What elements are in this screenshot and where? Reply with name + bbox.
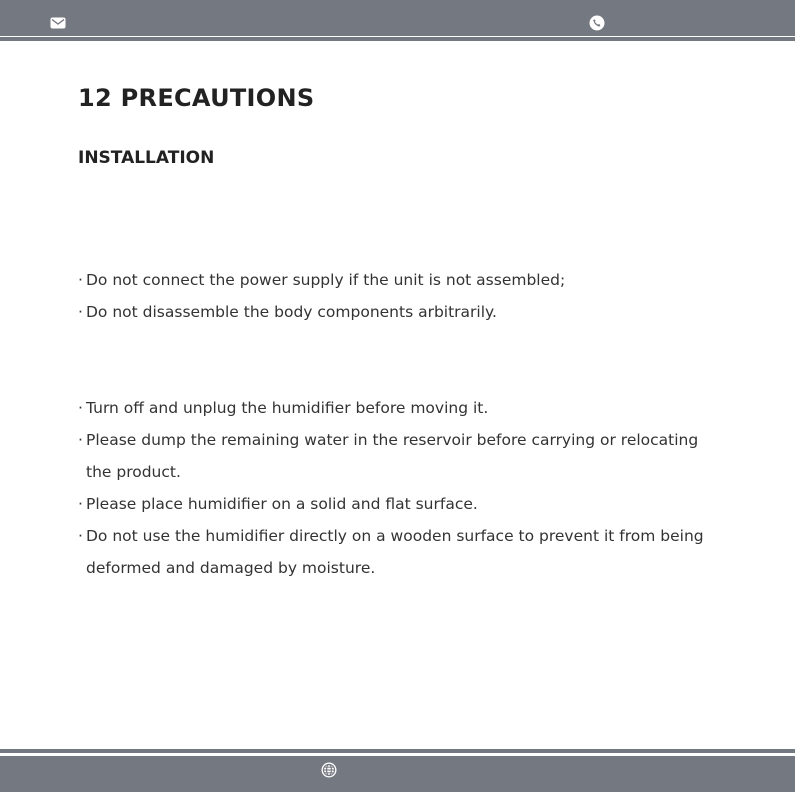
list-item-text: Do not disassemble the body components arbitrarily. — [86, 303, 497, 321]
list-item-text: Do not connect the power supply if the unit is not assembled; — [86, 271, 566, 289]
bullet-dot: · — [78, 431, 83, 449]
bullet-dot: · — [78, 271, 83, 289]
footer-divider — [0, 749, 795, 753]
list-item — [78, 296, 718, 328]
bullet-dot: · — [78, 495, 83, 513]
globe-icon — [321, 762, 337, 778]
phone-icon — [589, 15, 605, 31]
section-heading: INSTALLATION — [78, 148, 215, 168]
header-bar — [0, 0, 795, 36]
mail-icon — [50, 15, 66, 31]
bullet-list-placement — [78, 392, 718, 584]
footer-bar — [0, 756, 795, 792]
list-item — [78, 488, 718, 520]
bullet-dot: · — [78, 303, 83, 321]
bullet-dot: · — [78, 527, 83, 545]
bullet-dot: · — [78, 399, 83, 417]
list-item-text: Please dump the remaining water in the reservoir before carrying or relocating the product. — [86, 431, 699, 481]
header-divider — [0, 37, 795, 41]
list-item — [78, 424, 718, 488]
list-item — [78, 264, 718, 296]
page-title: 12 PRECAUTIONS — [78, 84, 315, 112]
list-item-text: Please place humidifier on a solid and flat surface. — [86, 495, 478, 513]
bullet-list-assembly — [78, 264, 718, 328]
list-item — [78, 520, 718, 584]
list-item — [78, 392, 718, 424]
list-item-text: Do not use the humidifier directly on a wooden surface to prevent it from being deformed and damaged by moisture. — [86, 527, 704, 577]
list-item-text: Turn off and unplug the humidifier before moving it. — [86, 399, 489, 417]
